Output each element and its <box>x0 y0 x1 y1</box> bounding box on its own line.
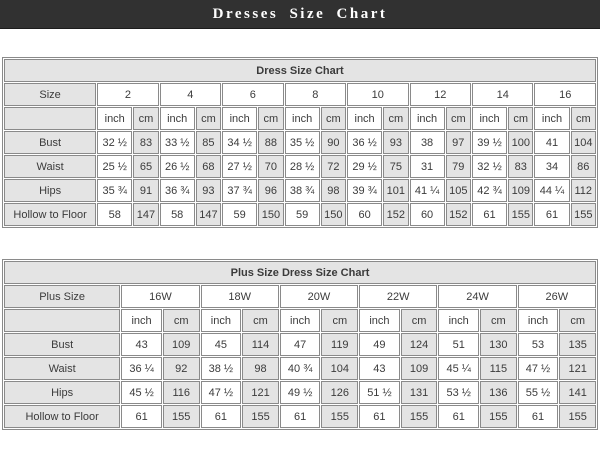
measurement-inch-value: 29 ½ <box>347 155 382 178</box>
measurement-cm-value: 155 <box>559 405 596 428</box>
measurement-inch-value: 60 <box>410 203 445 226</box>
measurement-cm-value: 97 <box>446 131 471 154</box>
measurement-cm-value: 155 <box>571 203 596 226</box>
measurement-cm-value: 68 <box>196 155 221 178</box>
measurement-inch-value: 53 ½ <box>438 381 479 404</box>
measurement-cm-value: 72 <box>321 155 346 178</box>
measurement-cm-value: 85 <box>196 131 221 154</box>
unit-inch-cell: inch <box>472 107 507 130</box>
unit-cm-cell: cm <box>321 107 346 130</box>
measurement-label: Hips <box>4 179 96 202</box>
unit-inch-cell: inch <box>534 107 569 130</box>
measurement-cm-value: 65 <box>133 155 158 178</box>
unit-inch-cell: inch <box>97 107 132 130</box>
measurement-inch-value: 45 ½ <box>121 381 162 404</box>
measurement-cm-value: 135 <box>559 333 596 356</box>
unit-cm-cell: cm <box>383 107 408 130</box>
measurement-inch-value: 55 ½ <box>518 381 559 404</box>
measurement-label: Hips <box>4 381 120 404</box>
size-header-cell: 16W <box>121 285 199 308</box>
unit-cm-cell: cm <box>196 107 221 130</box>
measurement-inch-value: 38 <box>410 131 445 154</box>
page-title: Dresses Size Chart <box>212 5 388 22</box>
measurement-inch-value: 38 ½ <box>201 357 242 380</box>
measurement-inch-value: 61 <box>359 405 400 428</box>
measurement-inch-value: 59 <box>285 203 320 226</box>
unit-cm-cell: cm <box>133 107 158 130</box>
measurement-cm-value: 130 <box>480 333 517 356</box>
measurement-cm-value: 115 <box>480 357 517 380</box>
measurement-cm-value: 90 <box>321 131 346 154</box>
size-header-cell: 10 <box>347 83 408 106</box>
measurement-cm-value: 109 <box>401 357 438 380</box>
unit-cm-cell: cm <box>401 309 438 332</box>
measurement-inch-value: 61 <box>534 203 569 226</box>
measurement-inch-value: 61 <box>121 405 162 428</box>
measurement-cm-value: 101 <box>383 179 408 202</box>
unit-inch-cell: inch <box>201 309 242 332</box>
measurement-row <box>4 179 596 202</box>
measurement-cm-value: 114 <box>242 333 279 356</box>
unit-cm-cell: cm <box>559 309 596 332</box>
measurement-inch-value: 45 ¼ <box>438 357 479 380</box>
measurement-cm-value: 116 <box>163 381 200 404</box>
measurement-inch-value: 49 <box>359 333 400 356</box>
unit-inch-cell: inch <box>222 107 257 130</box>
measurement-inch-value: 43 <box>359 357 400 380</box>
measurement-row <box>4 357 596 380</box>
unit-cm-cell: cm <box>480 309 517 332</box>
measurement-inch-value: 31 <box>410 155 445 178</box>
size-corner-label: Plus Size <box>4 285 120 308</box>
measurement-inch-value: 35 ¾ <box>97 179 132 202</box>
measurement-cm-value: 98 <box>321 179 346 202</box>
measurement-inch-value: 33 ½ <box>160 131 195 154</box>
measurement-inch-value: 40 ¾ <box>280 357 321 380</box>
measurement-cm-value: 93 <box>383 131 408 154</box>
table-title: Plus Size Dress Size Chart <box>4 261 596 284</box>
measurement-inch-value: 37 ¾ <box>222 179 257 202</box>
measurement-inch-value: 34 <box>534 155 569 178</box>
unit-cm-cell: cm <box>163 309 200 332</box>
size-chart-content <box>0 57 600 430</box>
measurement-row <box>4 381 596 404</box>
measurement-inch-value: 36 ¼ <box>121 357 162 380</box>
measurement-inch-value: 51 <box>438 333 479 356</box>
measurement-inch-value: 28 ½ <box>285 155 320 178</box>
unit-cm-cell: cm <box>258 107 283 130</box>
unit-inch-cell: inch <box>347 107 382 130</box>
measurement-cm-value: 83 <box>508 155 533 178</box>
measurement-row <box>4 333 596 356</box>
measurement-inch-value: 32 ½ <box>97 131 132 154</box>
measurement-inch-value: 44 ¼ <box>534 179 569 202</box>
measurement-row <box>4 405 596 428</box>
measurement-inch-value: 47 ½ <box>201 381 242 404</box>
measurement-label: Bust <box>4 131 96 154</box>
unit-corner-cell <box>4 309 120 332</box>
measurement-label: Waist <box>4 155 96 178</box>
measurement-cm-value: 131 <box>401 381 438 404</box>
size-header-cell: 22W <box>359 285 437 308</box>
measurement-label: Bust <box>4 333 120 356</box>
measurement-cm-value: 155 <box>508 203 533 226</box>
measurement-inch-value: 58 <box>160 203 195 226</box>
size-header-cell: 6 <box>222 83 283 106</box>
size-header-cell: 2 <box>97 83 158 106</box>
unit-inch-cell: inch <box>438 309 479 332</box>
page-title-bar <box>0 0 600 29</box>
size-header-cell: 4 <box>160 83 221 106</box>
measurement-cm-value: 93 <box>196 179 221 202</box>
unit-cm-cell: cm <box>242 309 279 332</box>
plus-size-dress-size-chart-table <box>2 259 598 430</box>
measurement-cm-value: 152 <box>383 203 408 226</box>
measurement-cm-value: 100 <box>508 131 533 154</box>
measurement-cm-value: 75 <box>383 155 408 178</box>
measurement-cm-value: 83 <box>133 131 158 154</box>
measurement-cm-value: 121 <box>242 381 279 404</box>
measurement-inch-value: 61 <box>438 405 479 428</box>
dress-size-chart-table <box>2 57 598 228</box>
size-corner-label: Size <box>4 83 96 106</box>
measurement-inch-value: 43 <box>121 333 162 356</box>
measurement-cm-value: 155 <box>321 405 358 428</box>
measurement-cm-value: 112 <box>571 179 596 202</box>
unit-cm-cell: cm <box>321 309 358 332</box>
unit-inch-cell: inch <box>160 107 195 130</box>
measurement-row <box>4 155 596 178</box>
measurement-cm-value: 91 <box>133 179 158 202</box>
size-header-cell: 20W <box>280 285 358 308</box>
unit-inch-cell: inch <box>359 309 400 332</box>
measurement-inch-value: 25 ½ <box>97 155 132 178</box>
measurement-inch-value: 51 ½ <box>359 381 400 404</box>
measurement-cm-value: 121 <box>559 357 596 380</box>
measurement-cm-value: 96 <box>258 179 283 202</box>
size-header-cell: 8 <box>285 83 346 106</box>
unit-inch-cell: inch <box>121 309 162 332</box>
measurement-inch-value: 53 <box>518 333 559 356</box>
measurement-cm-value: 119 <box>321 333 358 356</box>
measurement-cm-value: 98 <box>242 357 279 380</box>
measurement-cm-value: 155 <box>401 405 438 428</box>
measurement-cm-value: 104 <box>321 357 358 380</box>
unit-corner-cell <box>4 107 96 130</box>
measurement-cm-value: 155 <box>242 405 279 428</box>
size-header-cell: 18W <box>201 285 279 308</box>
unit-cm-cell: cm <box>446 107 471 130</box>
measurement-cm-value: 79 <box>446 155 471 178</box>
size-header-cell: 24W <box>438 285 516 308</box>
measurement-row <box>4 131 596 154</box>
measurement-inch-value: 45 <box>201 333 242 356</box>
measurement-cm-value: 147 <box>196 203 221 226</box>
measurement-inch-value: 61 <box>201 405 242 428</box>
measurement-row <box>4 203 596 226</box>
measurement-inch-value: 58 <box>97 203 132 226</box>
measurement-inch-value: 27 ½ <box>222 155 257 178</box>
measurement-inch-value: 41 ¼ <box>410 179 445 202</box>
measurement-label: Hollow to Floor <box>4 405 120 428</box>
measurement-cm-value: 86 <box>571 155 596 178</box>
measurement-inch-value: 26 ½ <box>160 155 195 178</box>
table-title: Dress Size Chart <box>4 59 596 82</box>
measurement-cm-value: 88 <box>258 131 283 154</box>
measurement-inch-value: 35 ½ <box>285 131 320 154</box>
measurement-inch-value: 41 <box>534 131 569 154</box>
size-header-cell: 26W <box>518 285 596 308</box>
measurement-cm-value: 147 <box>133 203 158 226</box>
measurement-label: Waist <box>4 357 120 380</box>
size-header-cell: 16 <box>534 83 596 106</box>
measurement-inch-value: 42 ¾ <box>472 179 507 202</box>
measurement-inch-value: 47 <box>280 333 321 356</box>
measurement-cm-value: 109 <box>163 333 200 356</box>
measurement-cm-value: 104 <box>571 131 596 154</box>
measurement-cm-value: 141 <box>559 381 596 404</box>
unit-inch-cell: inch <box>285 107 320 130</box>
measurement-cm-value: 105 <box>446 179 471 202</box>
unit-cm-cell: cm <box>508 107 533 130</box>
measurement-inch-value: 36 ½ <box>347 131 382 154</box>
measurement-cm-value: 155 <box>480 405 517 428</box>
measurement-inch-value: 60 <box>347 203 382 226</box>
measurement-inch-value: 32 ½ <box>472 155 507 178</box>
size-header-cell: 12 <box>410 83 471 106</box>
measurement-cm-value: 152 <box>446 203 471 226</box>
measurement-inch-value: 38 ¾ <box>285 179 320 202</box>
unit-inch-cell: inch <box>518 309 559 332</box>
measurement-cm-value: 155 <box>163 405 200 428</box>
measurement-inch-value: 36 ¾ <box>160 179 195 202</box>
unit-inch-cell: inch <box>410 107 445 130</box>
measurement-cm-value: 124 <box>401 333 438 356</box>
measurement-inch-value: 49 ½ <box>280 381 321 404</box>
measurement-inch-value: 39 ¾ <box>347 179 382 202</box>
measurement-inch-value: 59 <box>222 203 257 226</box>
measurement-inch-value: 61 <box>518 405 559 428</box>
measurement-cm-value: 150 <box>321 203 346 226</box>
unit-inch-cell: inch <box>280 309 321 332</box>
measurement-inch-value: 61 <box>280 405 321 428</box>
measurement-label: Hollow to Floor <box>4 203 96 226</box>
measurement-inch-value: 39 ½ <box>472 131 507 154</box>
size-header-cell: 14 <box>472 83 533 106</box>
measurement-cm-value: 126 <box>321 381 358 404</box>
measurement-cm-value: 150 <box>258 203 283 226</box>
measurement-cm-value: 136 <box>480 381 517 404</box>
measurement-inch-value: 34 ½ <box>222 131 257 154</box>
measurement-inch-value: 47 ½ <box>518 357 559 380</box>
measurement-inch-value: 61 <box>472 203 507 226</box>
measurement-cm-value: 92 <box>163 357 200 380</box>
measurement-cm-value: 70 <box>258 155 283 178</box>
unit-cm-cell: cm <box>571 107 596 130</box>
measurement-cm-value: 109 <box>508 179 533 202</box>
